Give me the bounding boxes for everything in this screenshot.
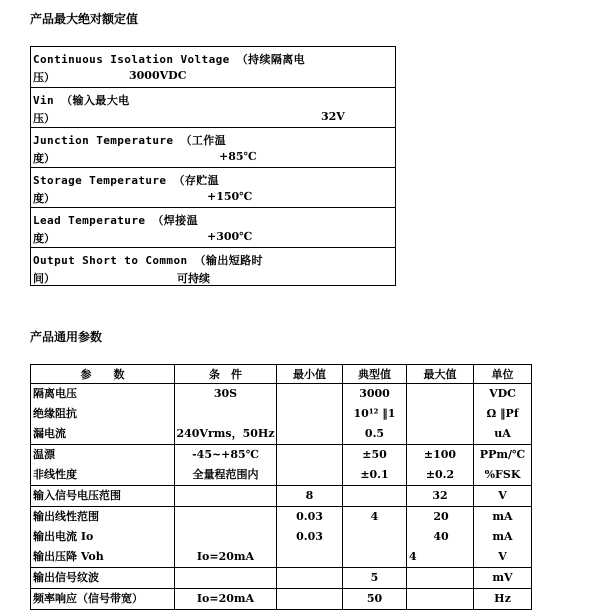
cell-line: ±100 <box>423 448 457 461</box>
header-cell: 参 数 <box>31 365 175 384</box>
rating-row <box>31 167 395 207</box>
header-cell: 单位 <box>474 365 532 384</box>
rating-value: +85℃ <box>219 150 257 163</box>
cell-line <box>343 486 406 506</box>
rating-row <box>31 87 395 127</box>
cell-line <box>277 445 342 465</box>
rating-row <box>31 207 395 247</box>
rating-label: 度） <box>33 152 55 165</box>
min-cell <box>277 486 343 507</box>
param-cell <box>31 589 175 610</box>
header-cell: 最大值 <box>407 365 474 384</box>
table-row <box>31 384 532 445</box>
cell-line: 4 <box>409 550 417 563</box>
rating-label: 压） <box>33 71 55 84</box>
cell-line <box>277 465 342 485</box>
cell-line: 30S <box>213 387 238 400</box>
cell-line: 温漂 <box>33 448 55 461</box>
cell-line: 输出信号纹波 <box>33 571 99 584</box>
unit-cell <box>474 486 532 507</box>
rating-row <box>31 47 395 87</box>
param-cell <box>31 507 175 568</box>
cell-line <box>407 568 473 588</box>
header-cell: 最小值 <box>277 365 343 384</box>
cell-line: 0.5 <box>364 427 385 440</box>
rating-label: 度） <box>33 192 55 205</box>
cell-line <box>407 404 473 424</box>
cell-line: 输入信号电压范围 <box>33 489 121 502</box>
header-cell: 条 件 <box>175 365 277 384</box>
max-cell <box>407 445 474 486</box>
cell-line: ±0.2 <box>425 468 455 481</box>
params-table <box>30 364 532 610</box>
condition-cell <box>175 589 277 610</box>
cell-line <box>407 589 473 609</box>
cell-line: mV <box>492 571 513 584</box>
unit-cell <box>474 507 532 568</box>
cell-line <box>407 384 473 404</box>
header-cell: 典型值 <box>343 365 407 384</box>
cell-line: V <box>498 489 507 502</box>
typ-cell <box>343 384 407 445</box>
rating-value: 3000VDC <box>129 69 187 82</box>
cell-line <box>277 589 342 609</box>
cell-line <box>343 527 406 547</box>
table-row <box>31 589 532 610</box>
cell-line <box>343 547 406 567</box>
table-row <box>31 568 532 589</box>
condition-cell <box>175 445 277 486</box>
typ-cell <box>343 486 407 507</box>
cell-line: 32 <box>432 489 448 502</box>
min-cell <box>277 445 343 486</box>
cell-line <box>277 547 342 567</box>
table-row <box>31 445 532 486</box>
rating-label: 压） <box>33 112 55 125</box>
cell-line: mA <box>492 530 513 543</box>
condition-cell <box>175 384 277 445</box>
typ-cell <box>343 568 407 589</box>
cell-line: 0.03 <box>296 510 323 523</box>
min-cell <box>277 568 343 589</box>
max-cell <box>407 486 474 507</box>
ratings-table <box>30 46 396 286</box>
cell-line: 绝缘阻抗 <box>33 407 77 420</box>
max-cell <box>407 507 474 568</box>
cell-line: 10¹² ‖1 <box>353 407 396 420</box>
cell-line: 8 <box>305 489 314 502</box>
cell-line: 输出电流 Io <box>33 530 94 543</box>
rating-row <box>31 127 395 167</box>
typ-cell <box>343 507 407 568</box>
max-cell <box>407 589 474 610</box>
cell-line <box>175 486 276 506</box>
rating-label: Storage Temperature （存贮温 <box>33 174 220 187</box>
cell-line: mA <box>492 510 513 523</box>
cell-line <box>407 424 473 444</box>
max-cell <box>407 568 474 589</box>
condition-cell <box>175 568 277 589</box>
cell-line: 全量程范围内 <box>192 468 259 481</box>
cell-line: %FSK <box>484 468 521 481</box>
rating-label: Continuous Isolation Voltage （持续隔离电 <box>33 53 306 66</box>
cell-line: 漏电流 <box>33 427 66 440</box>
param-cell <box>31 486 175 507</box>
rating-label: 度） <box>33 232 55 245</box>
param-cell <box>31 568 175 589</box>
rating-value: 32V <box>321 110 345 123</box>
cell-line: 40 <box>433 530 449 543</box>
cell-line: 240Vrms，50Hz <box>176 427 275 440</box>
cell-line <box>277 568 342 588</box>
cell-line: 隔离电压 <box>33 387 77 400</box>
section1-title: 产品最大绝对额定值 <box>30 12 139 26</box>
cell-line: ±50 <box>362 448 387 461</box>
cell-line: 5 <box>370 571 379 584</box>
cell-line: 3000 <box>359 387 390 400</box>
max-cell <box>407 384 474 445</box>
unit-cell <box>474 568 532 589</box>
rating-label: 间） <box>33 272 55 285</box>
cell-line: uA <box>494 427 511 440</box>
min-cell <box>277 589 343 610</box>
typ-cell <box>343 589 407 610</box>
cell-line: ±0.1 <box>360 468 389 481</box>
cell-line: 20 <box>433 510 449 523</box>
typ-cell <box>343 445 407 486</box>
cell-line <box>175 507 276 527</box>
condition-cell <box>175 486 277 507</box>
rating-label: Vin （输入最大电 <box>33 94 130 107</box>
rating-value: 可持续 <box>177 272 210 285</box>
cell-line: 非线性度 <box>33 468 77 481</box>
cell-line: 4 <box>370 510 379 523</box>
table-row <box>31 486 532 507</box>
condition-cell <box>175 507 277 568</box>
cell-line: VDC <box>489 387 516 400</box>
unit-cell <box>474 384 532 445</box>
cell-line: PPm/℃ <box>479 448 526 461</box>
unit-cell <box>474 445 532 486</box>
cell-line: Hz <box>494 592 511 605</box>
min-cell <box>277 384 343 445</box>
rating-value: +150℃ <box>207 190 253 203</box>
min-cell <box>277 507 343 568</box>
rating-value: +300℃ <box>207 230 253 243</box>
cell-line: 输出压降 Voh <box>33 550 104 563</box>
param-cell <box>31 445 175 486</box>
section2-title: 产品通用参数 <box>30 330 103 344</box>
table-row <box>31 507 532 568</box>
unit-cell <box>474 589 532 610</box>
cell-line: V <box>498 550 507 563</box>
cell-line <box>175 527 276 547</box>
cell-line <box>175 404 276 424</box>
cell-line: 50 <box>366 592 383 605</box>
param-cell <box>31 384 175 445</box>
cell-line: 频率响应（信号带宽） <box>33 592 143 605</box>
rating-label: Output Short to Common （输出短路时 <box>33 254 263 267</box>
rating-row <box>31 247 395 287</box>
cell-line: -45~+85℃ <box>192 448 259 461</box>
rating-label: Lead Temperature （焊接温 <box>33 214 198 227</box>
cell-line: Ω ‖Pf <box>486 407 519 420</box>
cell-line: Io=20mA <box>196 550 255 563</box>
cell-line: 0.03 <box>296 530 323 543</box>
cell-line <box>175 568 276 588</box>
cell-line <box>277 404 342 424</box>
cell-line: Io=20mA <box>196 592 255 605</box>
cell-line <box>277 424 342 444</box>
cell-line <box>277 384 342 404</box>
cell-line: 输出线性范围 <box>33 510 99 523</box>
params-header-row <box>31 365 532 384</box>
rating-label: Junction Temperature （工作温 <box>33 134 227 147</box>
